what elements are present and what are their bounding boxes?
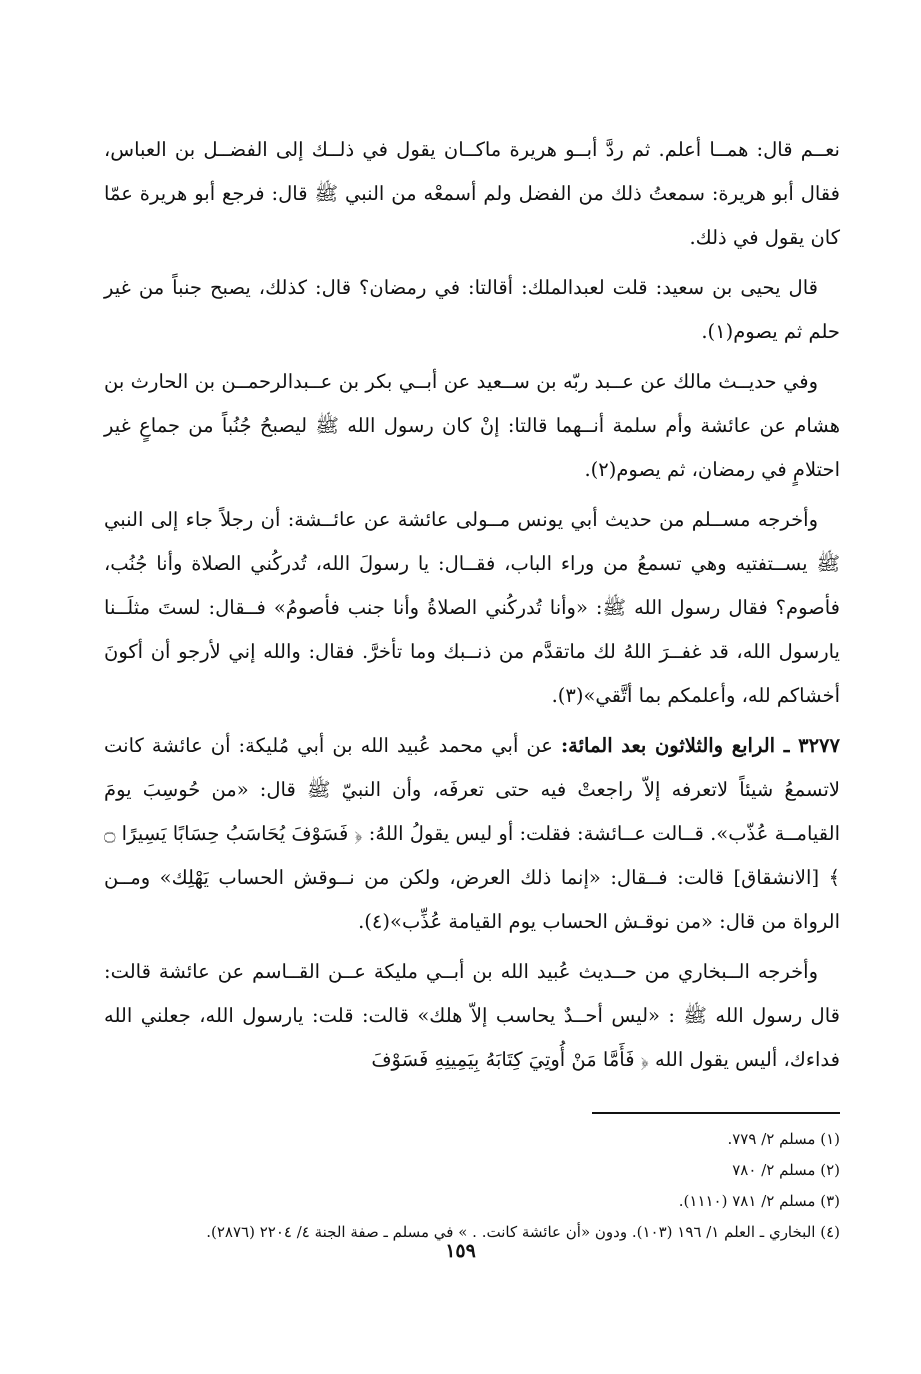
- footnotes: [104, 1124, 840, 1248]
- paragraph-6: وأخرجه الــبخاري من حــديث عُبيد الله بن أبــي مليكة عــن القــاسم عن عائشة قالت: قال رسول الله ﷺ : «ليس أحــدٌ يحاسب إلاّ هلك» قالت: قلت: يارسول الله، جعلني الله فداءك، أليس يقول الله ﴿ فَأَمَّا مَنْ أُوتِيَ كِتَابَهُ بِيَمِينِهِ فَسَوْفَ: [104, 960, 840, 1071]
- footnote-divider: [592, 1112, 840, 1114]
- main-text: [104, 128, 840, 1088]
- paragraph-5-text: عن أبي محمد عُبيد الله بن أبي مُليكة: أن عائشة كانت لاتسمعُ شيئاً لاتعرفه إلاّ راجعتْ فيه حتى تعرفَه، وأن النبيّ ﷺ قال: «من حُوسِبَ يومَ القيامــة عُذّب». قــالت عــائشة: فقلت: أو ليس يقولُ اللهُ: ﴿ فَسَوْفَ يُحَاسَبُ حِسَابًا يَسِيرًا ۝ ﴾ [الانشقاق] قالت: فــقال: «إنما ذلك العرض، ولكن من نــوقش الحساب يَهْلِك» ومــن الرواة من قال: «من نوقـش الحساب يوم القيامة عُذِّب»(٤).: [104, 734, 840, 933]
- footnote-1: (١) مسلم ٢/ ٧٧٩.: [727, 1130, 840, 1148]
- paragraph-3: وفي حديــث مالك عن عــبد ربّه بن ســعيد عن أبــي بكر بن عــبدالرحمــن بن الحارث بن هشام عن عائشة وأم سلمة أنــهما قالتا: إنْ كان رسول الله ﷺ ليصبحُ جُنُباً من جماعٍ غير احتلامٍ في رمضان، ثم يصوم(٢).: [104, 370, 840, 481]
- page-number: ١٥٩: [445, 1240, 476, 1262]
- paragraph-1: نعــم قال: همــا أعلم. ثم ردَّ أبــو هريرة ماكــان يقول في ذلــك إلى الفضــل بن العباس، فقال أبو هريرة: سمعتُ ذلك من الفضل ولم أسمعْه من النبي ﷺ قال: فرجع أبو هريرة عمّا كان يقول في ذلك.: [104, 138, 840, 249]
- footnote-4: (٤) البخاري ـ العلم ١/ ١٩٦ (١٠٣). ودون «أن عائشة كانت. . » في مسلم ـ صفة الجنة ٤/ ٢٢٠٤ (٢٨٧٦).: [206, 1223, 840, 1241]
- footnote-3: (٣) مسلم ٢/ ٧٨١ (١١١٠).: [678, 1192, 840, 1210]
- paragraph-5: [104, 724, 840, 944]
- paragraph-4: وأخرجه مســلم من حديث أبي يونس مــولى عائشة عن عائــشة: أن رجلاً جاء إلى النبي ﷺ يســتفتيه وهي تسمعُ من وراء الباب، فقــال: يا رسولَ الله، تُدركُني الصلاة وأنا جُنُب، فأصوم؟ فقال رسول الله ﷺ: «وأنا تُدركُني الصلاةُ وأنا جنب فأصومُ» فــقال: لستَ مثلَــنا يارسول الله، قد غفــرَ اللهُ لك ماتقدَّم من ذنــبك وما تأخرَّ. فقال: والله إني لأرجو أن أكونَ أخشاكم لله، وأعلمكم بما أتَّقي»(٣).: [104, 508, 840, 707]
- footnote-2: (٢) مسلم ٢/ ٧٨٠: [732, 1161, 840, 1179]
- hadith-number-heading: ٣٢٧٧ ـ الرابع والثلاثون بعد المائة:: [560, 734, 840, 757]
- paragraph-2: قال يحيى بن سعيد: قلت لعبدالملك: أقالتا: في رمضان؟ قال: كذلك، يصبح جنباً من غير حلم ثم يصوم(١).: [104, 276, 840, 343]
